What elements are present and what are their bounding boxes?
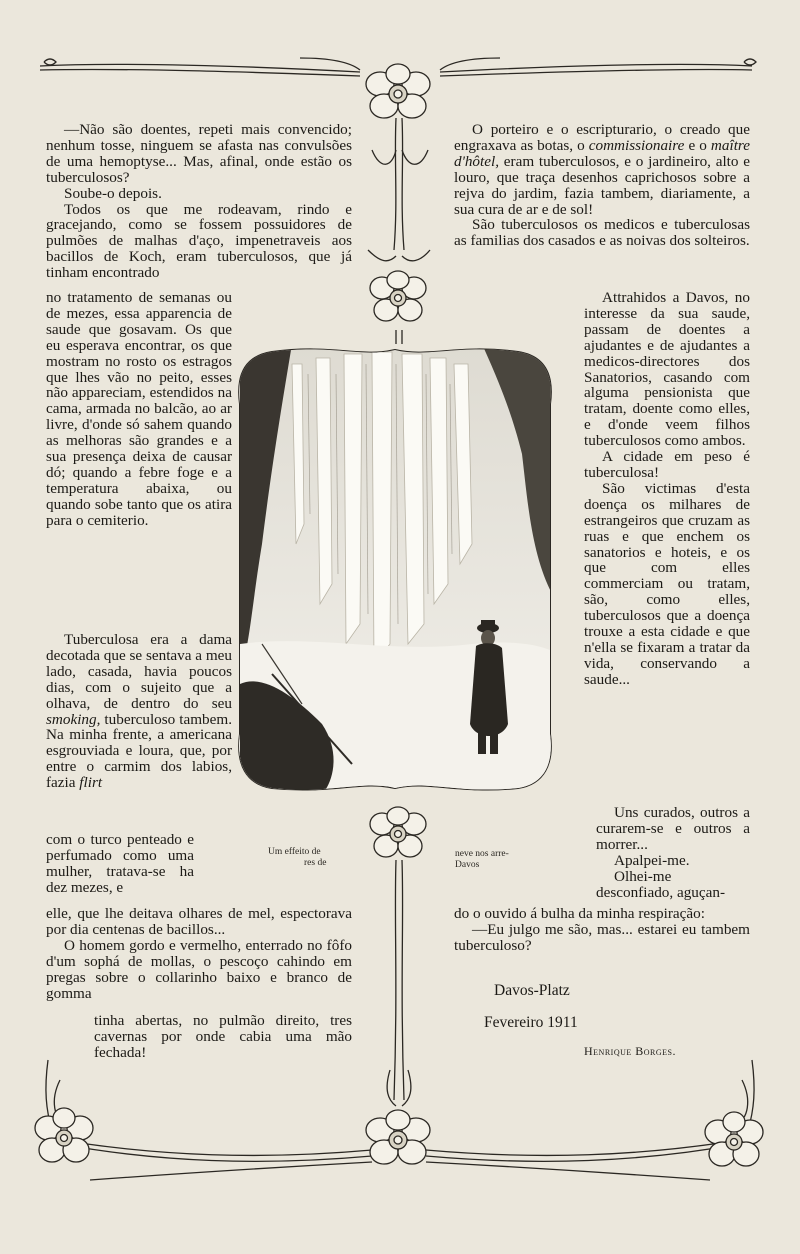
left-column-end bbox=[94, 1013, 352, 1061]
dateline-date: Fevereiro 1911 bbox=[484, 1014, 578, 1031]
paragraph: —Eu julgo me são, mas... estarei eu tambem tuberculoso? bbox=[454, 920, 750, 954]
paragraph: O porteiro e o escripturario, o creado que engraxava as botas, o commissionaire e o maître d'hôtel, eram tuberculosos, e o jardineiro, alto e louro, que traça desenhos caprichosos sobre a rejva do jardim, fazia tambem, diariamente, a sua cura de ar e de sol! bbox=[454, 121, 751, 218]
paragraph: A cidade em peso é tuberculosa! bbox=[584, 448, 750, 481]
emphasis: maître d'hôtel, bbox=[454, 136, 750, 170]
left-column-wrap bbox=[46, 290, 232, 529]
photo-caption-right: neve nos arre- Davos bbox=[455, 849, 509, 870]
paragraph: com o turco penteado e perfumado como uma mulher, tratava-se ha dez mezes, e bbox=[46, 831, 194, 896]
paragraph: Attrahidos a Davos, no interesse da sua saude, passam de doentes a ajudantes e de ajudantes a medicos-directores dos Sanatorios, casando com alguma pensionista que tratam, doente como elles, e d'onde veem filhos tuberculosos como ambos. bbox=[584, 289, 750, 450]
paragraph: Tuberculosa era a dama decotada que se sentava a meu lado, casada, havia poucos dias, com o sujeito que a olhava, de dentro do seu smoking, tuberculoso tambem. Na minha frente, a americana esgrouviada e loura, que, por entre o carmim dos labios, fazia flirt bbox=[46, 631, 232, 792]
paragraph: Olhei-me desconfiado, aguçan- bbox=[596, 867, 726, 901]
author-signature: Henrique Borges. bbox=[584, 1044, 677, 1058]
photo-caption-left: Um effeito de res de bbox=[268, 847, 327, 868]
emphasis: commissionaire bbox=[588, 136, 685, 154]
paragraph: elle, que lhe deitava olhares de mel, espectorava por dia centenas de bacillos... bbox=[46, 905, 352, 938]
paragraph: no tratamento de semanas ou de mezes, essa apparencia de saude que gosavam. Os que eu esperava encontrar, os que mostram no rosto os estragos que lhes vão no peito, esses não appareciam, estendidos na cama, armada no balcão, ao ar livre, d'onde só sahem quando as melhoras são grandes e a sua presença deixa de causar dó; quando a febre foge e a temperatura abaixa, ou quando sobe tanto que os atira para o cemiterio. bbox=[46, 289, 232, 529]
paragraph: São victimas d'esta doença os milhares de estrangeiros que cruzam as ruas e que enchem os sanatorios e hoteis, e os que com elles commerciam ou tratam, são, como elles, tuberculosos que a doença trouxe a esta cidade e que n'ella se fixaram a tratar da vida, conservando a saude... bbox=[584, 479, 750, 688]
paragraph: —Não são doentes, repeti mais convencido; nenhum tosse, ninguem se afasta nas convulsões de uma hemoptyse... Mas, afinal, onde estão os tuberculosos? bbox=[46, 121, 352, 186]
right-column-top bbox=[454, 122, 750, 249]
paragraph: do o ouvido á bulha da minha respiração: bbox=[454, 905, 705, 922]
dateline-place: Davos-Platz bbox=[494, 982, 570, 999]
paragraph: Todos os que me rodeavam, rindo e gracejando, como se fossem possuidores de pulmões de malhas d'aço, impenetraveis aos bacillos de Koch, eram tuberculosos, que já tinham encontrado bbox=[46, 200, 352, 282]
paragraph: Uns curados, outros a curarem-se e outros a morrer... bbox=[596, 804, 750, 853]
emphasis: flirt bbox=[79, 774, 103, 792]
paragraph: Soube-o depois. bbox=[64, 184, 162, 202]
emphasis: smoking, bbox=[46, 710, 101, 728]
right-column-bottom bbox=[454, 906, 750, 954]
paragraph: O homem gordo e vermelho, enterrado no fôfo d'um sophá de mollas, o pescoço cahindo em pregas sobre o collarinho baixo e branco de gomma bbox=[46, 936, 352, 1002]
right-column-wrap bbox=[584, 290, 750, 688]
paragraph: tinha abertas, no pulmão direito, tres cavernas por onde cabia uma mão fechada! bbox=[94, 1012, 352, 1061]
frozen-waterfall-photo bbox=[232, 344, 558, 794]
left-column-wrap-3 bbox=[46, 832, 194, 896]
left-column-wrap-2 bbox=[46, 632, 232, 791]
paragraph: Apalpei-me. bbox=[614, 851, 690, 869]
left-column-top bbox=[46, 122, 352, 281]
right-column-wrap-2 bbox=[596, 805, 750, 900]
left-column-bottom bbox=[46, 906, 352, 1001]
paragraph: São tuberculosos os medicos e tuberculosas as familias dos casados e as noivas dos solteiros. bbox=[454, 216, 750, 250]
